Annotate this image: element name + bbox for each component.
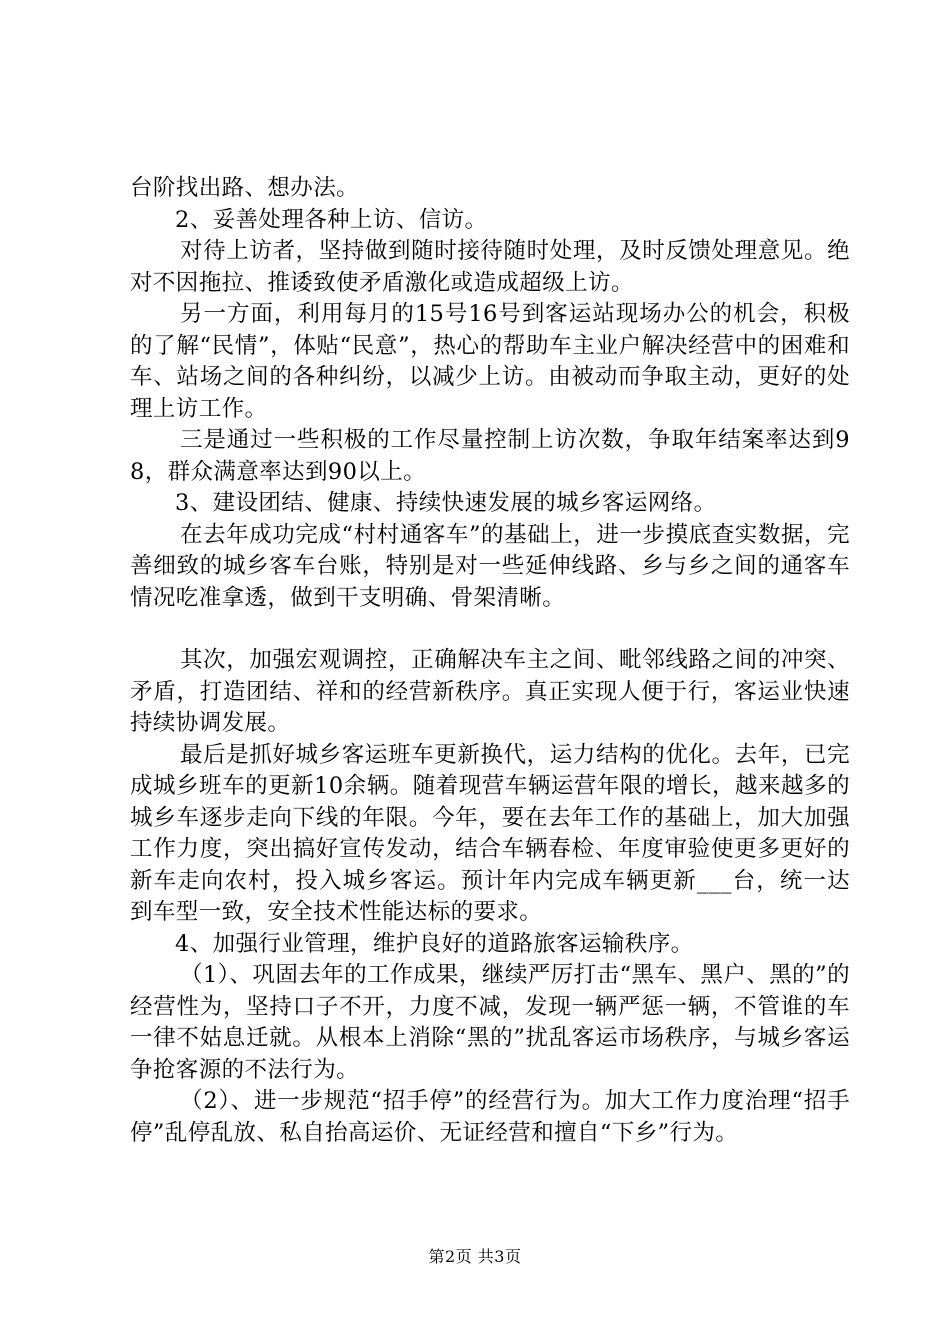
paragraph-onsite-office: 另一方面，利用每月的15号16号到客运站现场办公的机会，积极的了解“民情”，体贴“民意”，热心的帮助车主业户解决经营中的困难和车、站场之间的各种纠纷，以减少上访。由被动而争取主动，更好的处理上访工作。 — [130, 301, 850, 422]
paragraph-illegal-vehicles: （1）、巩固去年的工作成果，继续严厉打击“黑车、黑户、黑的”的经营性为，坚持口子不开，力度不减，发现一辆严惩一辆，不管谁的车一律不姑息迁就。从根本上消除“黑的”扰乱客运市场秩序，与城乡客运争抢客源的不法行为。 — [130, 962, 850, 1083]
section-heading-4: 4、加强行业管理，维护良好的道路旅客运输秩序。 — [175, 930, 694, 957]
paragraph-continuation: 台阶找出路、想办法。 — [130, 175, 360, 201]
section-heading-2: 2、妥善处理各种上访、信访。 — [175, 206, 488, 233]
paragraph-village-bus: 在去年成功完成“村村通客车”的基础上，进一步摸底查实数据，完善细致的城乡客车台账，特别是对一些延伸线路、乡与乡之间的通客车情况吃准拿透，做到干支明确、骨架清晰。 — [130, 521, 850, 611]
document-body — [130, 173, 850, 1149]
paragraph-bus-renewal: 最后是抓好城乡客运班车更新换代，运力结构的优化。去年，已完成城乡班车的更新10余辆。随着现营车辆运营年限的增长，越来越多的城乡车逐步走向下线的年限。今年，要在去年工作的基础上，加大加强工作力度，突出搞好宣传发动，结合车辆春检、年度审验使更多更好的新车走向农村，投入城乡客运。预计年内完成车辆更新___台，统一达到车型一致，安全技术性能达标的要求。 — [130, 741, 850, 925]
paragraph-petition-control: 三是通过一些积极的工作尽量控制上访次数，争取年结案率达到98，群众满意率达到90以上。 — [130, 427, 850, 485]
section-heading-3: 3、建设团结、健康、持续快速发展的城乡客运网络。 — [175, 490, 717, 516]
paragraph-macro-control: 其次，加强宏观调控，正确解决车主之间、毗邻线路之间的冲突、矛盾，打造团结、祥和的经营新秩序。真正实现人便于行，客运业快速持续协调发展。 — [130, 647, 850, 736]
page-number-footer: 第2页 共3页 — [428, 1247, 522, 1266]
paragraph-gap — [130, 614, 850, 645]
paragraph-hail-stop: （2）、进一步规范“招手停”的经营行为。加大工作力度治理“招手停”乱停乱放、私自抬高运价、无证经营和擅自“下乡”行为。 — [130, 1088, 850, 1146]
paragraph-petition-handling: 对待上访者，坚持做到随时接待随时处理，及时反馈处理意见。绝对不因拖拉、推诿致使矛盾激化或造成超级上访。 — [130, 238, 850, 296]
